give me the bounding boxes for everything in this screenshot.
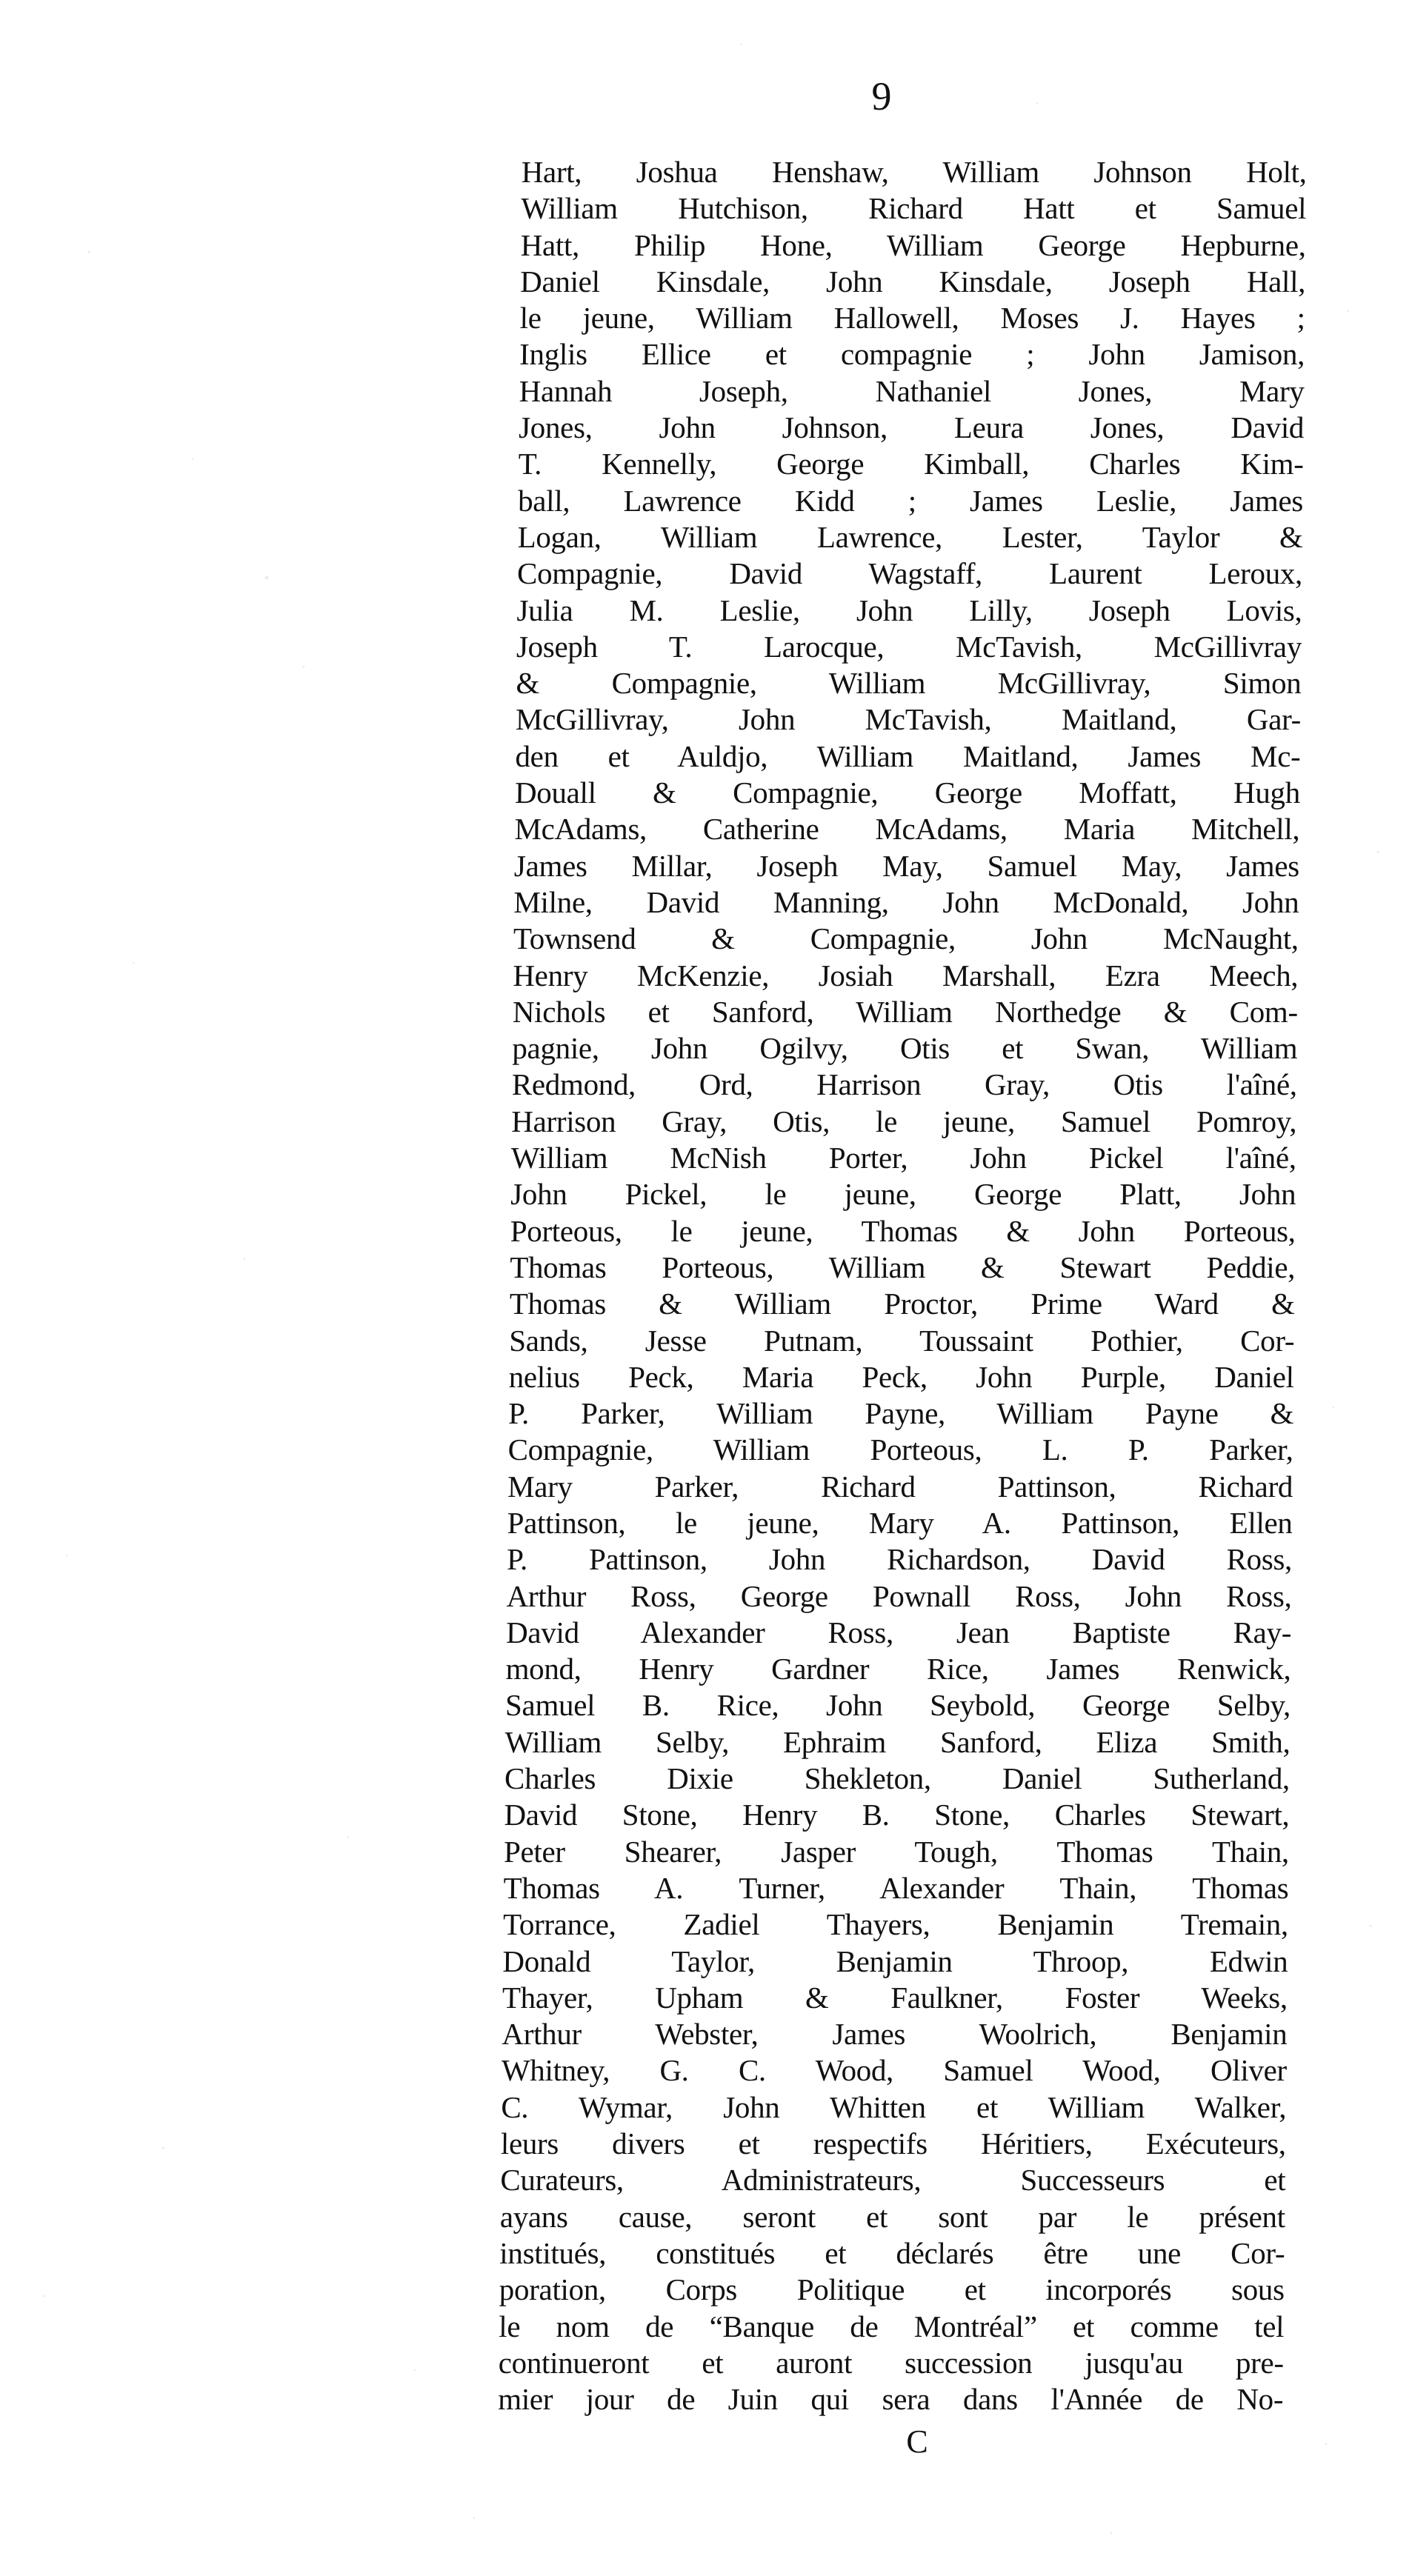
body-text — [498, 154, 1307, 2417]
text-line: Compagnie, William Porteous, L. P. Parker, — [507, 1432, 1293, 1467]
text-line: Milne, David Manning, John McDonald, John — [513, 884, 1299, 919]
text-line: Hart, Joshua Henshaw, William Johnson Holt, — [521, 155, 1307, 189]
text-line: Inglis Ellice et compagnie ; John Jamison, — [519, 337, 1305, 372]
text-line: Hatt, Philip Hone, William George Hepburne, — [520, 227, 1306, 262]
text-line: Harrison Gray, Otis, le jeune, Samuel Pomroy, — [511, 1104, 1297, 1138]
text-line: Thomas & William Proctor, Prime Ward & — [509, 1287, 1295, 1321]
text-line: institués, constitués et déclarés être une Cor- — [499, 2235, 1285, 2270]
text-line: Jones, John Johnson, Leura Jones, David — [518, 410, 1305, 445]
text-line: Douall & Compagnie, George Moffatt, Hugh — [514, 775, 1301, 810]
text-line: Peter Shearer, Jasper Tough, Thomas Thain, — [503, 1834, 1290, 1869]
text-line: ball, Lawrence Kidd ; James Leslie, James — [517, 483, 1304, 518]
catchword: C — [906, 2423, 928, 2460]
text-line: Hannah Joseph, Nathaniel Jones, Mary — [519, 373, 1305, 408]
text-line: John Pickel, le jeune, George Platt, John — [510, 1177, 1296, 1212]
text-line: David Alexander Ross, Jean Baptiste Ray- — [505, 1615, 1292, 1649]
text-line: McAdams, Catherine McAdams, Maria Mitchell, — [514, 812, 1300, 847]
text-line: Charles Dixie Shekleton, Daniel Sutherland, — [504, 1761, 1291, 1796]
text-line: P. Pattinson, John Richardson, David Ross, — [506, 1542, 1293, 1577]
text-line: William McNish Porter, John Pickel l'aîné, — [510, 1141, 1297, 1175]
text-line: Julia M. Leslie, John Lilly, Joseph Lovis, — [516, 593, 1302, 627]
text-line: Thomas A. Turner, Alexander Thain, Thomas — [503, 1870, 1289, 1905]
text-line: Townsend & Compagnie, John McNaught, — [513, 921, 1299, 956]
text-line: pagnie, John Ogilvy, Otis et Swan, William — [512, 1031, 1298, 1066]
text-line: Whitney, G. C. Wood, Samuel Wood, Oliver — [501, 2053, 1288, 2088]
text-line: Arthur Ross, George Pownall Ross, John Ross, — [506, 1578, 1292, 1613]
text-line: Pattinson, le jeune, Mary A. Pattinson, Ellen — [507, 1505, 1293, 1540]
text-line: Henry McKenzie, Josiah Marshall, Ezra Meech, — [513, 958, 1299, 992]
text-line: ayans cause, seront et sont par le présent — [499, 2199, 1286, 2234]
text-line: T. Kennelly, George Kimball, Charles Kim- — [518, 447, 1304, 481]
text-line: Joseph T. Larocque, McTavish, McGillivray — [516, 629, 1302, 664]
text-line: leurs divers et respectifs Héritiers, Exécuteurs, — [500, 2126, 1287, 2161]
text-line: Thomas Porteous, William & Stewart Peddie, — [510, 1249, 1296, 1284]
text-line: Logan, William Lawrence, Lester, Taylor & — [517, 519, 1303, 554]
text-line: Redmond, Ord, Harrison Gray, Otis l'aîné, — [511, 1067, 1298, 1102]
text-line: Arthur Webster, James Woolrich, Benjamin — [502, 2017, 1288, 2052]
text-line: McGillivray, John McTavish, Maitland, Gar- — [515, 702, 1302, 737]
text-line: Daniel Kinsdale, John Kinsdale, Joseph Hall, — [519, 264, 1306, 298]
text-line: le jeune, William Hallowell, Moses J. Hayes ; — [519, 301, 1305, 336]
text-line: poration, Corps Politique et incorporés sous — [499, 2272, 1285, 2307]
text-line: Sands, Jesse Putnam, Toussaint Pothier, Cor- — [508, 1323, 1295, 1358]
text-line: nelius Peck, Maria Peck, John Purple, Daniel — [508, 1359, 1294, 1394]
text-line: Mary Parker, Richard Pattinson, Richard — [507, 1469, 1293, 1504]
text-line: Compagnie, David Wagstaff, Laurent Leroux, — [516, 556, 1303, 591]
text-line: continueront et auront succession jusqu'au pre- — [498, 2345, 1285, 2380]
text-line: James Millar, Joseph May, Samuel May, James — [513, 848, 1300, 883]
text-line: Porteous, le jeune, Thomas & John Porteous, — [510, 1213, 1296, 1248]
page-number: 9 — [871, 74, 892, 119]
text-line: le nom de “Banque de Montréal” et comme tel — [499, 2309, 1285, 2343]
text-line: Donald Taylor, Benjamin Throop, Edwin — [502, 1943, 1288, 1978]
text-line: Nichols et Sanford, William Northedge & Com- — [512, 994, 1299, 1029]
text-line: Torrance, Zadiel Thayers, Benjamin Tremain, — [502, 1907, 1289, 1942]
text-line: David Stone, Henry B. Stone, Charles Stewart, — [504, 1798, 1290, 1832]
text-line: Thayer, Upham & Faulkner, Foster Weeks, — [502, 1980, 1288, 2015]
text-line: C. Wymar, John Whitten et William Walker, — [501, 2089, 1287, 2124]
text-line: William Hutchison, Richard Hatt et Samuel — [520, 191, 1307, 226]
text-line: Samuel B. Rice, John Seybold, George Selby, — [504, 1688, 1291, 1723]
text-line: mond, Henry Gardner Rice, James Renwick, — [505, 1652, 1291, 1686]
text-line: Curateurs, Administrateurs, Successeurs et — [500, 2163, 1286, 2198]
text-line: mier jour de Juin qui sera dans l'Année de No- — [498, 2382, 1284, 2417]
text-line: William Selby, Ephraim Sanford, Eliza Smith, — [504, 1724, 1291, 1759]
text-line: den et Auldjo, William Maitland, James Mc- — [515, 738, 1301, 773]
text-line: P. Parker, William Payne, William Payne & — [507, 1396, 1294, 1431]
text-line: & Compagnie, William McGillivray, Simon — [516, 666, 1302, 701]
